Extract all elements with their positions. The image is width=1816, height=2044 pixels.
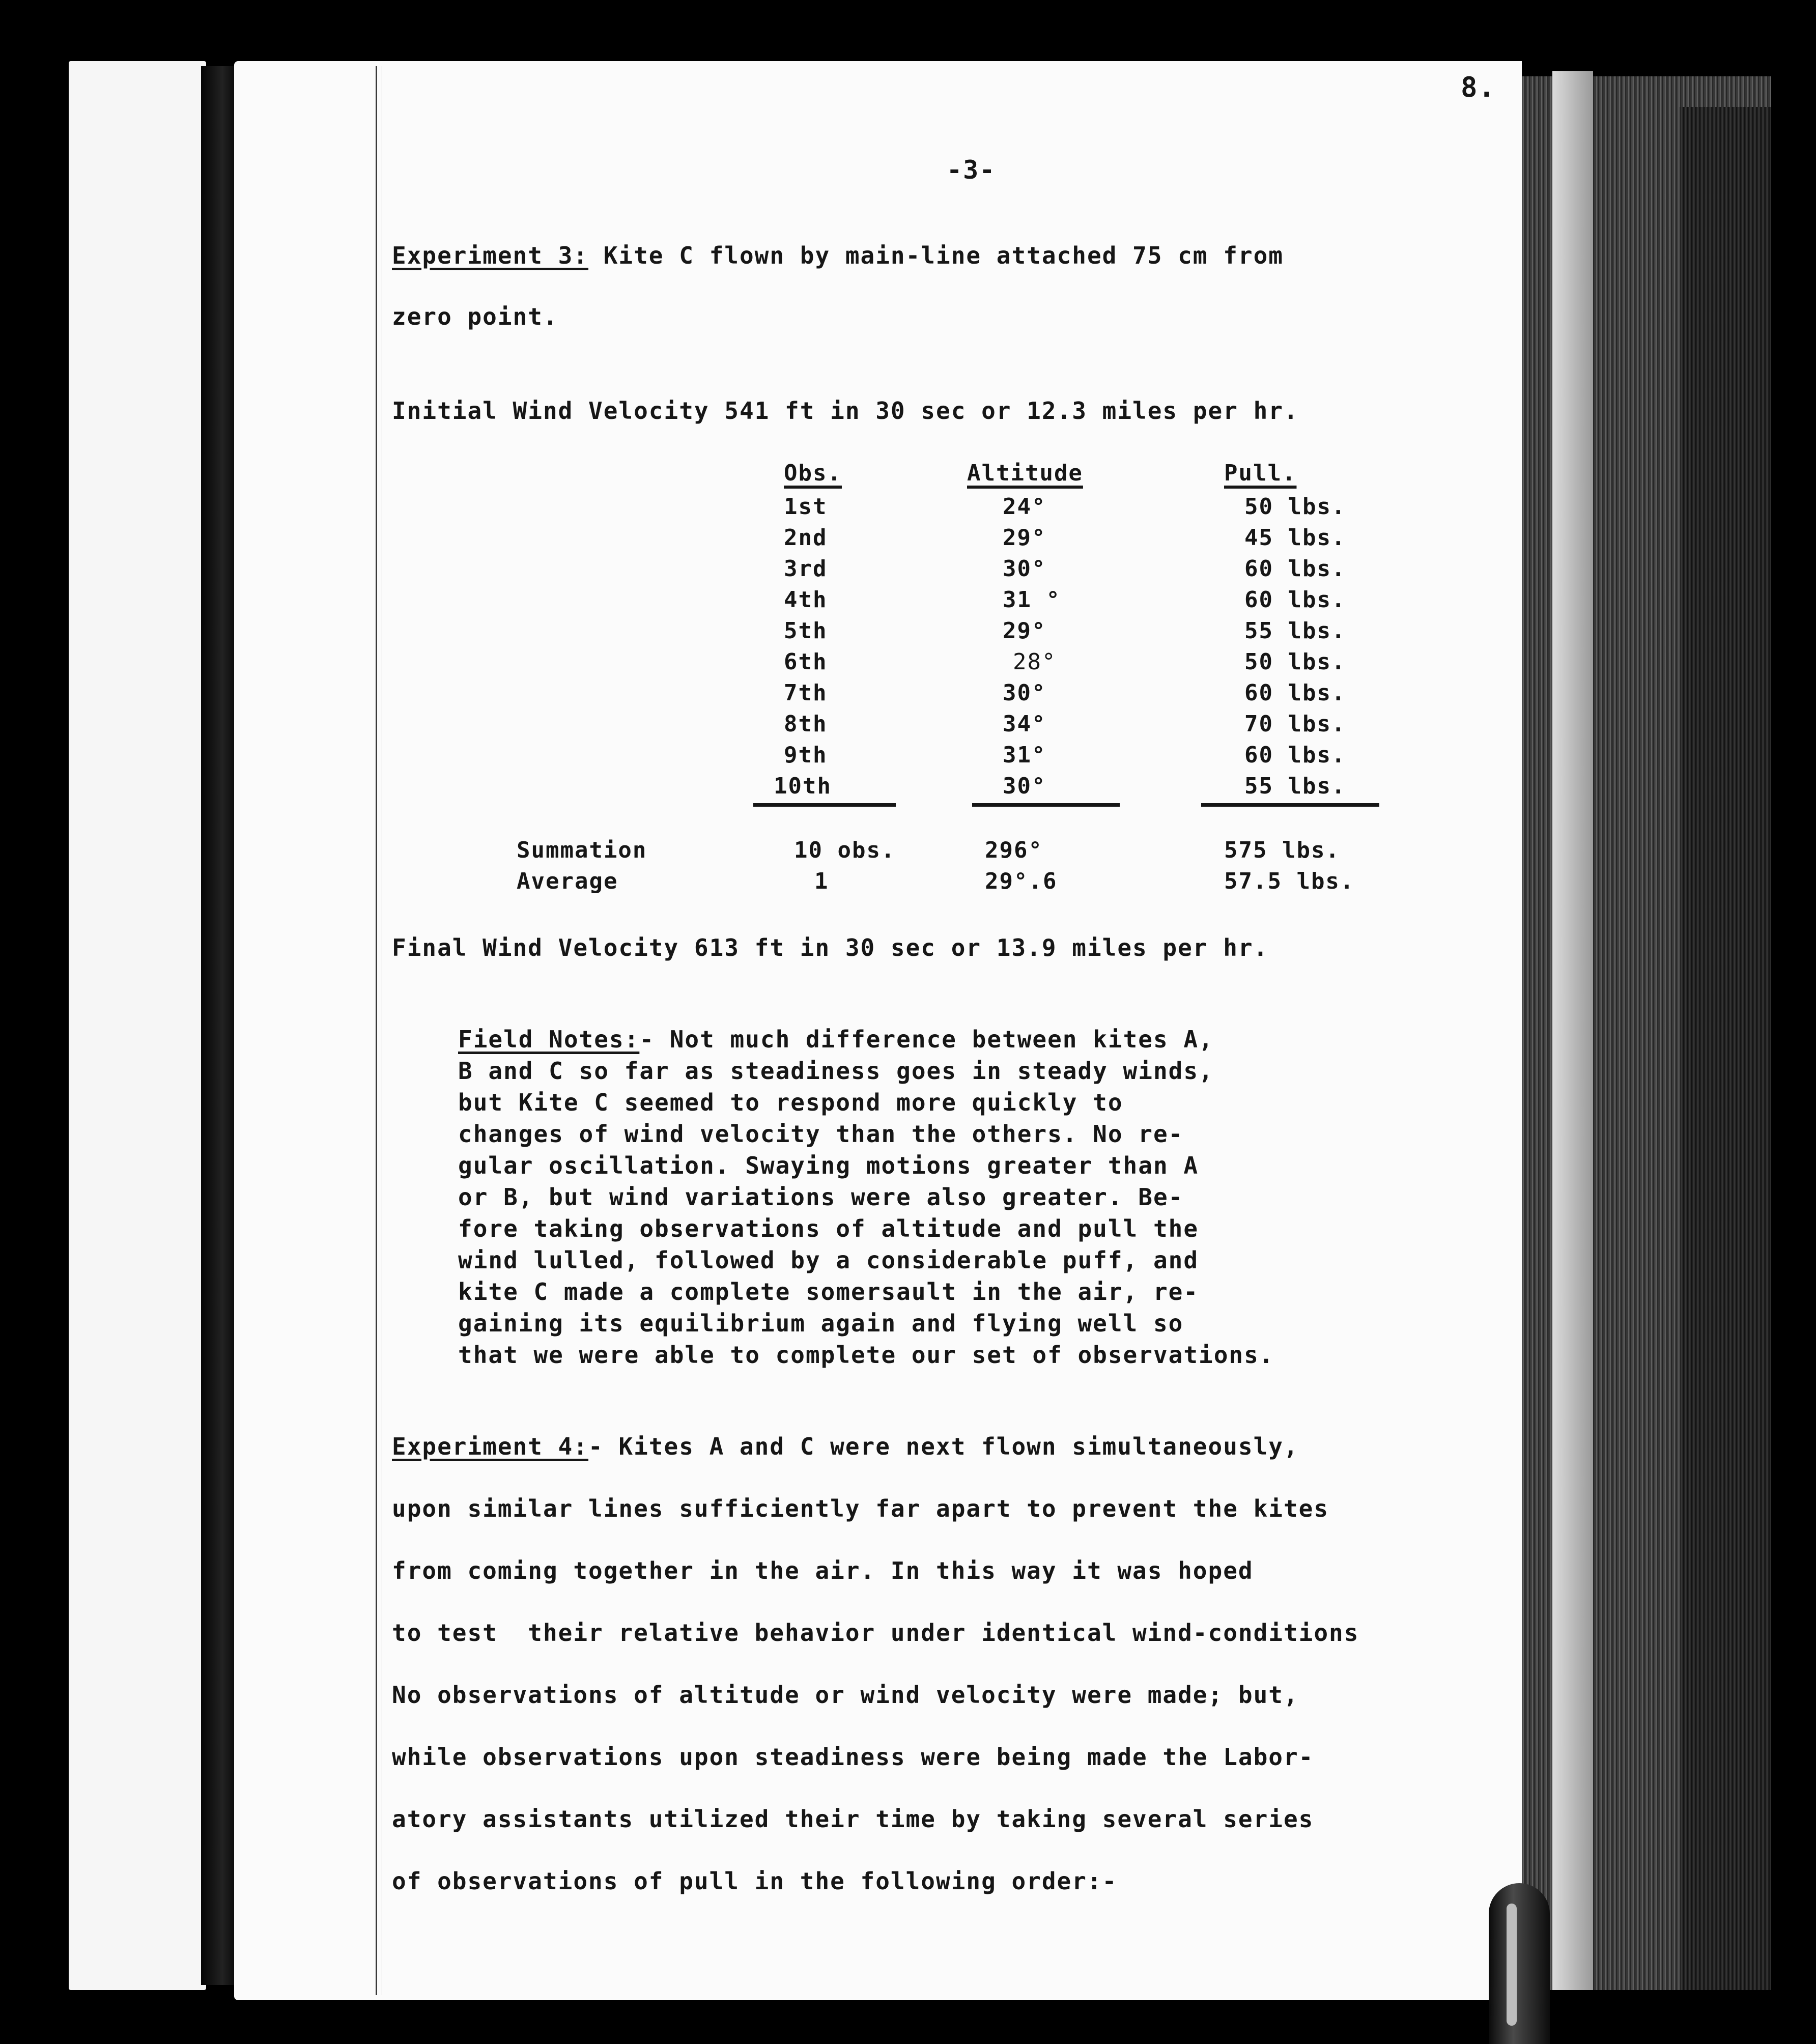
experiment3-text: Kite C flown by main-line attached 75 cm from	[588, 242, 1284, 269]
page-gutter-shadow	[201, 66, 237, 1985]
experiment3-line1	[392, 242, 1284, 269]
experiment4-line: of observations of pull in the following order:-	[392, 1867, 1118, 1895]
obs-header: Obs.	[784, 460, 842, 486]
pull-cell: 50 lbs.	[1244, 494, 1346, 520]
pull-total-rule	[1201, 803, 1379, 807]
summation-altitude: 296°	[985, 837, 1043, 863]
pull-cell: 60 lbs.	[1244, 680, 1346, 706]
obs-cell: 9th	[784, 742, 828, 768]
field-notes-line: kite C made a complete somersault in the air, re-	[458, 1278, 1199, 1305]
obs-cell: 7th	[784, 680, 828, 706]
altitude-cell: 30°	[1003, 680, 1046, 706]
obs-cell: 2nd	[784, 525, 828, 551]
altitude-cell: 29°	[1003, 618, 1046, 644]
altitude-cell: 30°	[1003, 773, 1046, 799]
altitude-cell: 31°	[1003, 742, 1046, 768]
experiment4-line: from coming together in the air. In this way it was hoped	[392, 1557, 1254, 1584]
summary-labels	[517, 835, 647, 897]
summation-label: Summation	[517, 837, 647, 863]
altitude-cell: 24°	[1003, 494, 1046, 520]
experiment3-heading: Experiment 3:	[392, 242, 589, 269]
initial-wind-velocity: Initial Wind Velocity 541 ft in 30 sec or 12.3 miles per hr.	[392, 397, 1299, 424]
field-notes-line: B and C so far as steadiness goes in steady winds,	[458, 1057, 1214, 1085]
field-notes-line: changes of wind velocity than the others. No re-	[458, 1120, 1184, 1148]
experiment4-line: to test their relative behavior under identical wind-conditions	[392, 1619, 1359, 1646]
book-page-edges-dark	[1680, 107, 1771, 1990]
pull-cell: 50 lbs.	[1244, 649, 1346, 675]
altitude-cell: 31 °	[1003, 587, 1061, 613]
experiment4-heading: Experiment 4:	[392, 1433, 589, 1460]
field-notes-line: gular oscillation. Swaying motions greater than A	[458, 1152, 1199, 1179]
average-altitude: 29°.6	[985, 868, 1058, 894]
experiment4-line	[392, 1433, 1299, 1460]
average-label: Average	[517, 868, 618, 894]
obs-column	[774, 456, 842, 802]
field-notes-line: fore taking observations of altitude and pull the	[458, 1215, 1199, 1242]
altitude-cell: 34°	[1003, 711, 1046, 737]
altitude-cell: 28°	[1013, 649, 1057, 675]
experiment4-line: while observations upon steadiness were being made the Labor-	[392, 1743, 1314, 1771]
pull-cell: 70 lbs.	[1244, 711, 1346, 737]
field-notes-line: that we were able to complete our set of observations.	[458, 1341, 1274, 1369]
obs-cell: 4th	[784, 587, 828, 613]
experiment4-line: No observations of altitude or wind velocity were made; but,	[392, 1681, 1299, 1709]
field-notes-heading: Field Notes:	[458, 1026, 640, 1053]
altitude-cell: 30°	[1003, 556, 1046, 582]
final-wind-velocity: Final Wind Velocity 613 ft in 30 sec or 13.9 miles per hr.	[392, 934, 1269, 961]
experiment3-line2: zero point.	[392, 303, 558, 330]
summation-pull: 575 lbs.	[1224, 837, 1340, 863]
obs-cell: 3rd	[784, 556, 828, 582]
page-clip-shine	[1507, 1904, 1517, 2026]
obs-cell: 10th	[774, 773, 832, 799]
pull-cell: 55 lbs.	[1244, 618, 1346, 644]
summary-obs	[794, 835, 895, 897]
obs-cell: 1st	[784, 494, 828, 520]
obs-total-rule	[753, 803, 896, 807]
average-obs: 1	[814, 868, 829, 894]
obs-cell: 5th	[784, 618, 828, 644]
summary-altitude	[985, 835, 1057, 897]
page-number: 8.	[1461, 71, 1496, 103]
page-clip	[1489, 1883, 1550, 2044]
experiment4-line: upon similar lines sufficiently far apart to prevent the kites	[392, 1495, 1329, 1522]
field-notes-line: wind lulled, followed by a considerable puff, and	[458, 1246, 1199, 1274]
altitude-header: Altitude	[967, 460, 1083, 486]
field-notes-line: but Kite C seemed to respond more quickly to	[458, 1089, 1123, 1116]
summary-pull	[1224, 835, 1354, 897]
altitude-column	[967, 456, 1083, 802]
pull-cell: 60 lbs.	[1244, 587, 1346, 613]
altitude-cell: 29°	[1003, 525, 1046, 551]
pull-column	[1224, 456, 1346, 802]
field-notes-line: or B, but wind variations were also greater. Be-	[458, 1183, 1184, 1211]
binding-line	[376, 66, 377, 1995]
average-pull: 57.5 lbs.	[1224, 868, 1355, 894]
pull-header: Pull.	[1224, 460, 1297, 486]
pull-cell: 45 lbs.	[1244, 525, 1346, 551]
obs-cell: 8th	[784, 711, 828, 737]
pull-cell: 60 lbs.	[1244, 742, 1346, 768]
pull-cell: 55 lbs.	[1244, 773, 1346, 799]
field-notes-text: - Not much difference between kites A,	[639, 1026, 1214, 1053]
book-page-edge-highlight	[1552, 71, 1593, 1990]
summation-obs: 10 obs.	[794, 837, 896, 863]
experiment4-text: - Kites A and C were next flown simultaneously,	[588, 1433, 1299, 1460]
altitude-total-rule	[972, 803, 1120, 807]
field-notes-line: gaining its equilibrium again and flying well so	[458, 1310, 1184, 1337]
field-notes-line	[458, 1026, 1214, 1053]
left-page	[69, 61, 206, 1990]
experiment4-line: atory assistants utilized their time by taking several series	[392, 1805, 1314, 1833]
obs-cell: 6th	[784, 649, 828, 675]
pull-cell: 60 lbs.	[1244, 556, 1346, 582]
section-number: -3-	[947, 155, 996, 185]
